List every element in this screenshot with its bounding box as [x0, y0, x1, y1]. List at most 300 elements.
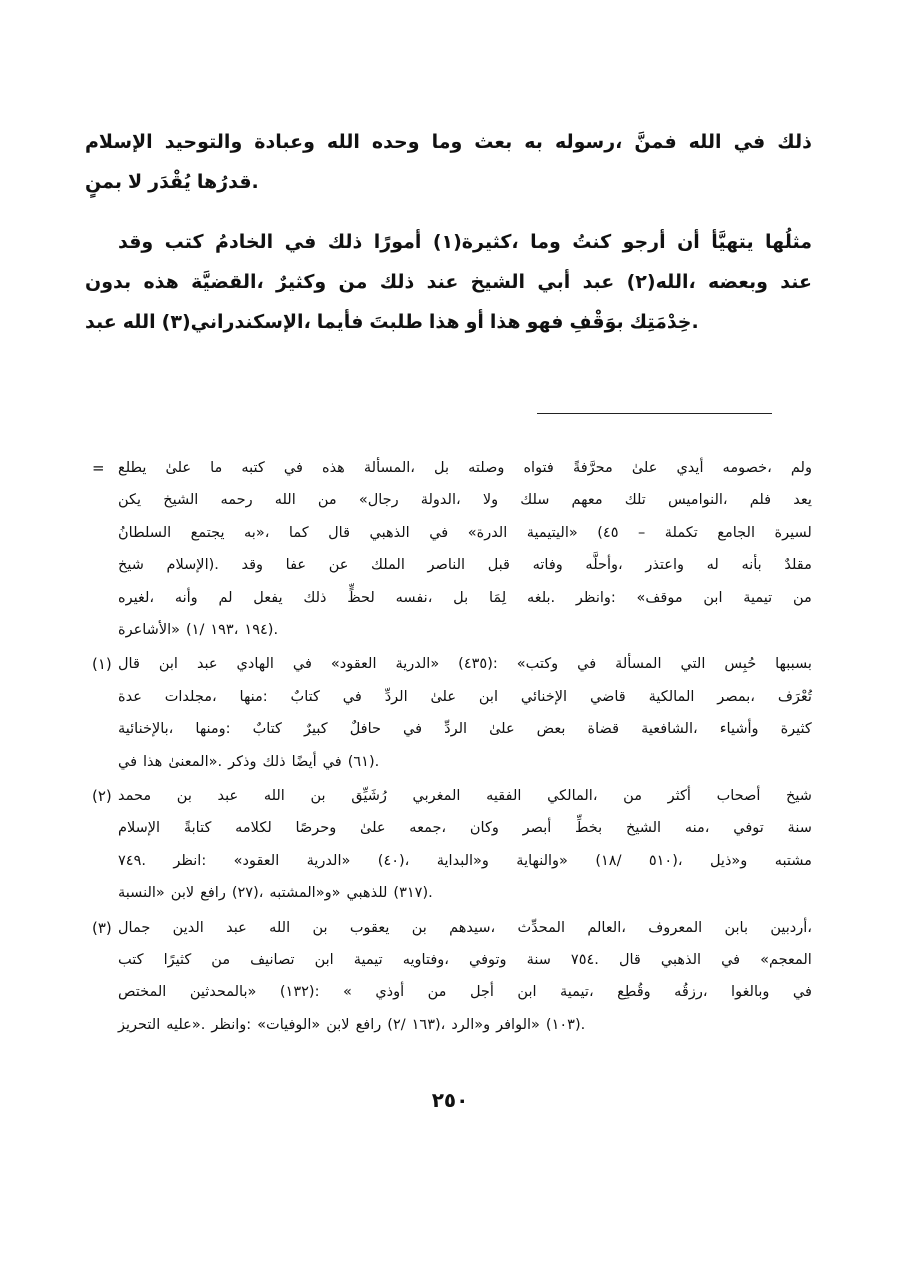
word: معهم [571, 492, 603, 509]
word: الوافر» [496, 1016, 540, 1033]
word: فهو [526, 311, 564, 333]
word: الدرية» [306, 852, 351, 869]
word: كتابةً [183, 820, 212, 837]
word: أو [465, 311, 484, 333]
word: كتابٌ [290, 688, 320, 705]
word: الإسكندراني(٣)، [161, 311, 311, 333]
word: الدولة، [420, 492, 461, 509]
word: وذكر [228, 753, 257, 770]
word: كثيرًا [163, 952, 192, 968]
word: وقُطِع [617, 984, 651, 1001]
word: انظر: [173, 852, 207, 869]
word: أرجو [622, 231, 666, 253]
word: بسببها [775, 656, 812, 673]
word: الإسلام). [166, 557, 219, 574]
word: علىٰ [165, 460, 192, 476]
text-line [118, 649, 812, 679]
word: ذلك [379, 271, 415, 293]
word: نفسه، [395, 589, 433, 606]
word: شيخ [786, 788, 812, 804]
word: عدة [118, 688, 142, 705]
word: رُشَيِّق [351, 788, 387, 804]
word: وقد [241, 557, 264, 574]
word: هذا [143, 753, 163, 770]
word: القضيَّة، [191, 271, 264, 293]
word: الدين [172, 919, 204, 936]
word: تيمية [743, 589, 773, 606]
word: «الوفيات» [257, 1016, 321, 1033]
word: محرَّفةً [572, 460, 613, 476]
word: ذلك [303, 589, 327, 606]
word: ما [210, 460, 223, 476]
footnote-marker: = [92, 459, 105, 477]
word: (١/ [186, 622, 205, 638]
text-line [118, 846, 812, 876]
word: هذه [321, 460, 345, 476]
word: ذلك [777, 131, 812, 153]
word: يعقوب [349, 919, 390, 936]
word: أبي [537, 271, 571, 293]
word: الذهبي [660, 952, 702, 968]
text-line [118, 714, 812, 744]
word: عفا [285, 557, 307, 574]
word: تيمية، [560, 984, 594, 1001]
word: كتب [164, 231, 204, 253]
word: بالإخنائية، [118, 721, 174, 738]
word: ذلك [262, 753, 286, 770]
word: بخطِّ [575, 820, 603, 837]
word: بل [453, 589, 469, 606]
word: وفاته [532, 557, 563, 574]
word: الله(٢)، [626, 271, 696, 293]
word: (١٣٢): [279, 984, 320, 1001]
word: سيدهم، [449, 919, 496, 936]
word: وحرصًا [295, 820, 337, 837]
word: علىٰ [631, 460, 658, 476]
word: (٢/ [387, 1016, 406, 1033]
word: (٤٥ [597, 524, 619, 541]
word: أمورًا [373, 231, 422, 253]
word: حُبِس [724, 656, 757, 673]
word: وقد [118, 231, 154, 253]
word: بن [411, 919, 427, 936]
word: بمنٍ [85, 171, 122, 193]
word: وبالغوا [731, 984, 770, 1001]
word: كثيرة [780, 721, 812, 738]
text-line [118, 682, 812, 712]
word: بوَقْفِ [569, 311, 624, 333]
word: تُعْرَف [777, 688, 812, 705]
word: عند [780, 271, 812, 293]
word: من [623, 788, 642, 804]
text-line [118, 977, 812, 1007]
word: فتواه [523, 460, 554, 476]
word: كثيرة(١)، [432, 231, 519, 253]
word: قبل [487, 557, 510, 574]
word: اليتيمية» [526, 524, 578, 541]
word: (٢٧)، [231, 885, 264, 902]
footnote-separator [537, 413, 772, 414]
word: – [638, 524, 646, 541]
word: وفتاويه، [402, 952, 449, 968]
word: في [733, 131, 766, 153]
word: قاضي [589, 688, 626, 705]
word: «المعجم [760, 952, 812, 968]
word: بل [434, 460, 450, 476]
word: كبيرٌ [304, 721, 328, 738]
word: كما [288, 524, 309, 541]
word: جمعه، [409, 820, 447, 837]
word: مقلدٌ [784, 557, 812, 574]
word: الملك [371, 557, 405, 574]
word: الإسلام [118, 820, 161, 837]
word: وأحلَّه، [585, 557, 623, 574]
word: عند [426, 271, 459, 293]
text-line [118, 518, 812, 548]
word: أجل [469, 984, 494, 1001]
word: وبعضه [708, 271, 768, 293]
text-line [118, 878, 812, 908]
word: و«البداية [436, 852, 489, 869]
word: أردبين، [770, 919, 812, 936]
word: فأيما [316, 311, 364, 333]
word: المسألة، [363, 460, 415, 476]
word: تلك [624, 492, 646, 509]
word: تصانيف [250, 952, 295, 968]
word: قدرُها. [196, 171, 259, 193]
word: رافع [200, 885, 226, 902]
word: الله [688, 131, 722, 153]
word: الإخنائي [520, 688, 568, 705]
word: الله [326, 131, 360, 153]
word: في [283, 460, 303, 476]
word: له [706, 557, 719, 574]
word: مشتبه [774, 852, 812, 869]
word: يكن [118, 492, 142, 509]
word: وما [530, 231, 561, 253]
word: من [338, 271, 368, 293]
word: المالكي، [547, 788, 598, 804]
text-line [118, 1010, 812, 1040]
word: في [721, 952, 741, 968]
word: للذهبي [346, 885, 388, 902]
word: ابن [703, 589, 723, 606]
word: الإسلام [85, 131, 153, 153]
word: ابن [158, 656, 178, 673]
word: علىٰ [430, 688, 457, 705]
word: لسيرة [774, 524, 812, 541]
word: خصومه، [722, 460, 772, 476]
word: المالكية [648, 688, 695, 705]
word: تيمية [353, 952, 383, 968]
word: (٤٠)، [377, 852, 410, 869]
word: سنة [526, 952, 551, 968]
word: رحمه [220, 492, 253, 509]
word: لابن [326, 1016, 350, 1033]
word: هذا [489, 311, 521, 333]
word: ٧٤٩. [118, 852, 146, 869]
word: في [292, 656, 312, 673]
word: بن [310, 788, 326, 804]
word: عليه». [166, 1016, 206, 1033]
word: وانظر: [575, 589, 616, 606]
word: الفقيه [486, 788, 522, 804]
word: من [317, 492, 337, 509]
word: المعنىٰ». [168, 753, 223, 770]
word: وانظر: [211, 1016, 252, 1033]
word: المسألة [615, 656, 662, 673]
word: مثلُها [765, 231, 812, 253]
word: رسوله، [554, 131, 623, 153]
word: بن [312, 919, 328, 936]
word: أبصر [522, 820, 552, 837]
word: أيضًا [291, 753, 317, 770]
word: (١٠٣). [545, 1016, 586, 1033]
word: منه، [684, 820, 710, 837]
word: سنة [787, 820, 812, 837]
word: الخادمُ [215, 231, 274, 253]
word: «العقود [330, 656, 377, 673]
word: قضاة [587, 721, 620, 738]
word: هذه [143, 271, 179, 293]
footnote-marker: (٣) [92, 918, 112, 937]
footnote-marker: (١) [92, 655, 112, 674]
word: ١٩٤). [244, 622, 279, 638]
word: لا [127, 171, 143, 193]
word: ١٦٣)، [411, 1016, 446, 1033]
word: لِمَا [488, 589, 507, 606]
word: ولا [482, 492, 499, 509]
word: فلم [749, 492, 772, 509]
page-number: ٢٥٠ [431, 1088, 469, 1112]
word: ٧٥٤. [570, 952, 599, 968]
word: «وكتب [516, 656, 559, 673]
word: رزقُه، [674, 984, 708, 1001]
word: و«المشتبه» [269, 885, 341, 902]
word: أكثر [667, 788, 691, 804]
word: الردِّ [384, 688, 408, 705]
word: أوذي [375, 984, 405, 1001]
word: المختص [118, 984, 167, 1001]
word: حافلٌ [349, 721, 381, 738]
word: (١٨/ [595, 852, 622, 869]
word: وأشياء [719, 721, 759, 738]
word: سلك [520, 492, 550, 509]
word: منها: [239, 688, 268, 705]
word: في [792, 984, 812, 1001]
word: بن [176, 788, 192, 804]
word: المعروف [648, 919, 703, 936]
word: من [792, 589, 812, 606]
word: في [342, 688, 362, 705]
word: به»، [244, 524, 270, 541]
word: كتب [118, 952, 144, 968]
word: بدون [85, 271, 132, 293]
word: وتوفي [469, 952, 507, 968]
text-line [118, 813, 812, 843]
word: وصلته [468, 460, 505, 476]
word: في [118, 753, 138, 770]
word: الجامع [717, 524, 755, 541]
text-line [118, 550, 812, 580]
word: عبد [582, 271, 615, 293]
word: وكان [469, 820, 499, 837]
word: عن [328, 557, 349, 574]
word: عبد [196, 656, 218, 673]
word: يعد [793, 492, 812, 509]
word: (٦١). [347, 753, 380, 770]
word: والنهاية» [516, 852, 568, 869]
word: شيخ [118, 557, 144, 574]
word: بابن [724, 919, 748, 936]
word: به [524, 131, 543, 153]
word: العالم، [587, 919, 626, 936]
word: وحده [371, 131, 420, 153]
word: أصحاب [716, 788, 761, 804]
word: التحريز [118, 1016, 161, 1033]
word: الشيخ [163, 492, 199, 509]
word: كتبه [241, 460, 265, 476]
word: لابن [170, 885, 195, 902]
word: بعض [536, 721, 566, 738]
word: «الدرة [467, 524, 508, 541]
text-line [118, 747, 812, 777]
word: وعبادة [254, 131, 315, 153]
word: الشافعية، [641, 721, 698, 738]
word: الدرية» [395, 656, 440, 673]
word: والتوحيد [164, 131, 243, 153]
word: السلطانُ [118, 524, 172, 541]
word: وأنه [174, 589, 198, 606]
text-line [118, 781, 812, 811]
word: كتابٌ [252, 721, 282, 738]
word: تكملة [664, 524, 698, 541]
word: عبد [226, 919, 247, 936]
word: لم [218, 589, 233, 606]
word: محمد [118, 788, 152, 804]
word: ابن [478, 688, 498, 705]
word: الأشاعرة» [118, 622, 180, 638]
word: الشيخ [625, 820, 662, 837]
word: كنتُ [572, 231, 612, 253]
text-line [118, 583, 812, 613]
word: يتهيَّأ [711, 231, 754, 253]
word: وما [431, 131, 463, 153]
word: «العقود [233, 852, 280, 869]
word: في [284, 231, 317, 253]
word: عبد [85, 311, 117, 333]
word: الناصر [427, 557, 466, 574]
word: النواميس، [667, 492, 728, 509]
word: علىٰ [359, 820, 386, 837]
word: المحدِّث [517, 919, 565, 936]
word: واعتذر [645, 557, 684, 574]
word: بلغه. [526, 589, 556, 606]
text-line [118, 453, 812, 483]
word: ١٩٣، [210, 622, 239, 638]
word: ذلك [327, 231, 363, 253]
word: يطلع [118, 460, 147, 476]
word: وكثيرٌ [276, 271, 327, 293]
word: بالمحدثين» [189, 984, 257, 1001]
word: أيدي [676, 460, 704, 476]
word: (٣١٧). [393, 885, 433, 902]
text-line [118, 222, 812, 262]
word: الهادي [236, 656, 274, 673]
text-line [85, 162, 812, 202]
word: فمنَّ [634, 131, 677, 153]
word: خِدْمَتِك. [629, 311, 699, 333]
word: « [342, 984, 352, 1001]
text-line [85, 122, 812, 162]
word: لغيره، [118, 589, 155, 606]
word: الله [122, 311, 156, 333]
word: «موقف [636, 589, 683, 606]
word: (٤٣٥): [458, 656, 498, 673]
word: ابن [517, 984, 537, 1001]
text-line [85, 302, 812, 342]
word: و«ذيل [709, 852, 748, 869]
word: ابن [314, 952, 334, 968]
word: عبد [217, 788, 239, 804]
word: ومنها: [195, 721, 231, 738]
word: بمصر، [717, 688, 755, 705]
footnote-marker: (٢) [92, 787, 112, 805]
word: يُقْدَر [148, 171, 191, 193]
word: في [403, 721, 423, 738]
word: ولم [790, 460, 812, 476]
text-line [118, 945, 812, 975]
word: في [322, 753, 342, 770]
word: قال [328, 524, 351, 541]
word: يجتمع [190, 524, 225, 541]
word: يفعل [253, 589, 283, 606]
word: النسبة» [118, 885, 165, 902]
word: قال [618, 952, 641, 968]
word: بأنه [741, 557, 762, 574]
word: أن [677, 231, 700, 253]
word: الله [274, 492, 296, 509]
word: مجلدات، [164, 688, 217, 705]
word: الذهبي [369, 524, 410, 541]
word: و«الرد [451, 1016, 491, 1033]
word: بعث [474, 131, 513, 153]
word: توفي [733, 820, 764, 837]
word: جمال [118, 919, 151, 936]
word: من [211, 952, 231, 968]
word: «رجال [358, 492, 399, 509]
word: قال [118, 656, 140, 673]
word: علىٰ [489, 721, 515, 738]
text-line [118, 913, 812, 943]
word: الله [263, 788, 285, 804]
word: التي [680, 656, 706, 673]
word: لحظٍّ [347, 589, 375, 606]
word: في [577, 656, 597, 673]
word: هذا [428, 311, 460, 333]
word: لكلامه [235, 820, 272, 837]
word: المغربي [412, 788, 461, 804]
word: ٥١٠)، [648, 852, 683, 869]
word: من [427, 984, 447, 1001]
word: في [429, 524, 449, 541]
text-line [118, 615, 812, 645]
word: الشيخ [470, 271, 526, 293]
word: طلبتَ [369, 311, 423, 333]
text-line [118, 485, 812, 515]
word: الله [269, 919, 291, 936]
text-line [85, 262, 812, 302]
